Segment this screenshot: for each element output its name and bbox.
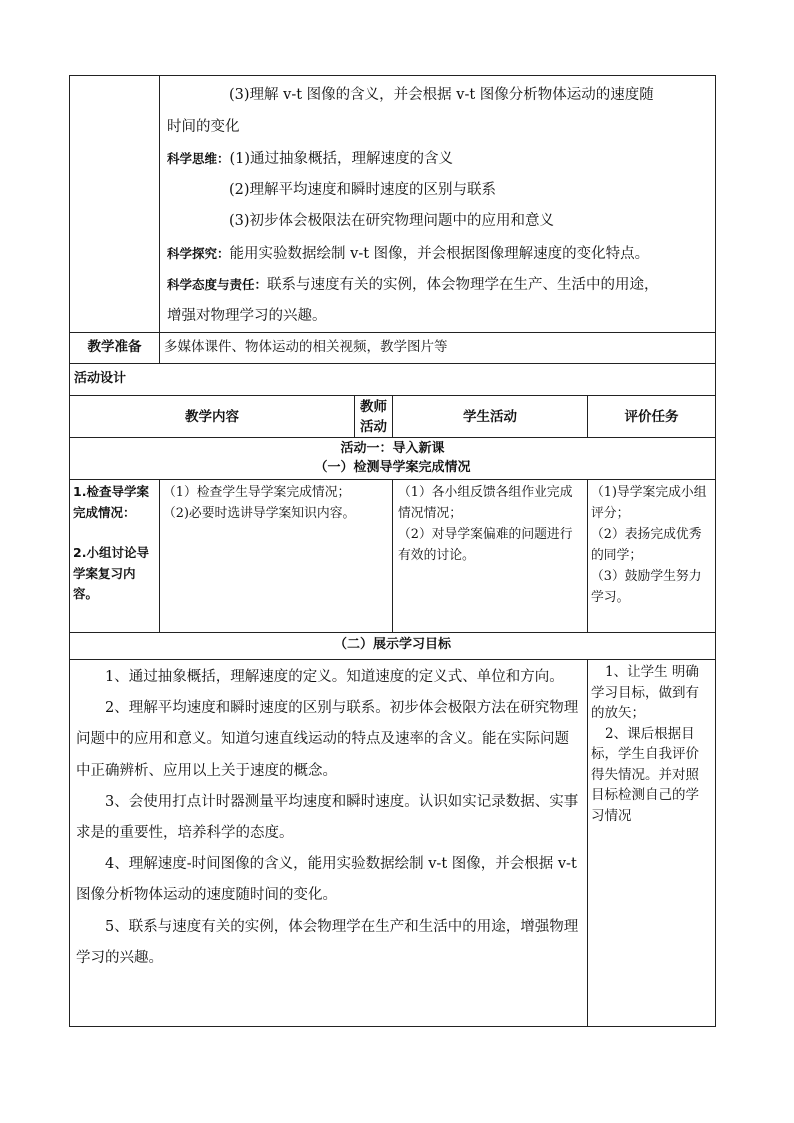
header-row xyxy=(70,396,716,438)
worksheet-eval-2: （2）表扬完成优秀的同学； xyxy=(591,527,702,563)
lesson-plan-table xyxy=(69,75,716,1027)
activity1-sub2: （二）展示学习目标 xyxy=(70,633,716,660)
activity1-title-row xyxy=(70,438,716,480)
header-student: 学生活动 xyxy=(393,396,588,438)
worksheet-student-1: （1）各小组反馈各组作业完成情况情况； xyxy=(398,485,573,521)
objectives-row xyxy=(70,76,716,333)
worksheet-eval-3: （3）鼓励学生努力学习。 xyxy=(591,569,702,605)
thinking-label: 科学思维： xyxy=(167,151,230,166)
attitude-label: 科学态度与责任： xyxy=(167,277,268,292)
goal-4: 4、理解速度-时间图像的含义，能用实验数据绘制 v-t 图像，并会根据 v-t 图像分析物体运动的速度随时间的变化。 xyxy=(76,856,577,904)
header-content: 教学内容 xyxy=(70,396,355,438)
inquiry-label: 科学探究： xyxy=(167,245,230,261)
attitude-text: 联系与速度有关的实例，体会物理学在生产、生活中的用途， xyxy=(267,277,659,293)
objective-line-1: (3)理解 v-t 图像的含义，并会根据 v-t 图像分析物体运动的速度随 xyxy=(229,87,654,103)
worksheet-row xyxy=(70,480,716,633)
prep-text: 多媒体课件、物体运动的相关视频，教学图片等 xyxy=(160,333,716,364)
worksheet-eval-1: （1)导学案完成小组评分； xyxy=(591,485,707,521)
activity1-sub1: （一）检测导学案完成情况 xyxy=(314,460,471,475)
goals-row xyxy=(70,660,716,1027)
worksheet-eval-cell xyxy=(588,480,716,633)
goal-1: 1、通过抽象概括，理解速度的定义。知道速度的定义式、单位和方向。 xyxy=(105,669,564,685)
worksheet-student-cell xyxy=(393,480,588,633)
objectives-cell xyxy=(160,76,716,333)
objective-line-2: 时间的变化 xyxy=(167,118,240,135)
goals-eval-1: 1、让学生 明确学习目标，做到有的放矢； xyxy=(591,664,699,721)
inquiry-text: 能用实验数据绘制 v-t 图像，并会根据图像理解速度的变化特点。 xyxy=(229,245,650,262)
worksheet-content-cell xyxy=(70,480,160,633)
activity1-title: 活动一：导入新课 xyxy=(340,441,445,456)
worksheet-student-2: （2）对导学案偏难的问题进行有效的讨论。 xyxy=(398,527,573,563)
goal-2: 2、理解平均速度和瞬时速度的区别与联系。初步体会极限方法在研究物理问题中的应用和意义。知道匀速直线运动的特点及速率的含义。能在实际问题中正确辨析、应用以上关于速度的概念。 xyxy=(76,700,579,779)
thinking-item-1: (1)通过抽象概括，理解速度的含义 xyxy=(229,151,454,167)
worksheet-teacher-2: （2)必要时选讲导学案知识内容。 xyxy=(163,506,356,521)
goals-eval-2: 2、课后根据目标，学生自我评价得失情况。并对照目标检测自己的学习情况 xyxy=(591,725,699,824)
prep-row xyxy=(70,333,716,364)
prep-label: 教学准备 xyxy=(70,333,160,364)
thinking-item-3: (3)初步体会极限法在研究物理问题中的应用和意义 xyxy=(229,213,555,229)
goals-cell xyxy=(70,660,588,1027)
worksheet-content-1: 1.检查导学案完成情况： xyxy=(73,484,149,520)
activity-design-label: 活动设计 xyxy=(70,364,716,396)
objectives-label-cell xyxy=(70,76,160,333)
header-teacher: 教师活动 xyxy=(355,396,393,438)
goals-eval-cell xyxy=(588,660,716,1027)
goal-5: 5、联系与速度有关的实例，体会物理学在生产和生活中的用途，增强物理学习的兴趣。 xyxy=(76,918,579,966)
activity-design-row xyxy=(70,364,716,396)
thinking-item-2: (2)理解平均速度和瞬时速度的区别与联系 xyxy=(229,181,497,198)
activity1-sub2-row xyxy=(70,633,716,660)
worksheet-content-2: 2.小组讨论导学案复习内容。 xyxy=(73,545,149,601)
attitude-text-2: 增强对物理学习的兴趣。 xyxy=(167,307,327,324)
header-eval: 评价任务 xyxy=(588,396,716,438)
goal-3: 3、会使用打点计时器测量平均速度和瞬时速度。认识如实记录数据、实事求是的重要性，培养科学的态度。 xyxy=(76,793,579,842)
worksheet-teacher-1: （1）检查学生导学案完成情况； xyxy=(163,485,351,500)
activity1-title-cell xyxy=(70,438,716,480)
worksheet-teacher-cell xyxy=(160,480,393,633)
